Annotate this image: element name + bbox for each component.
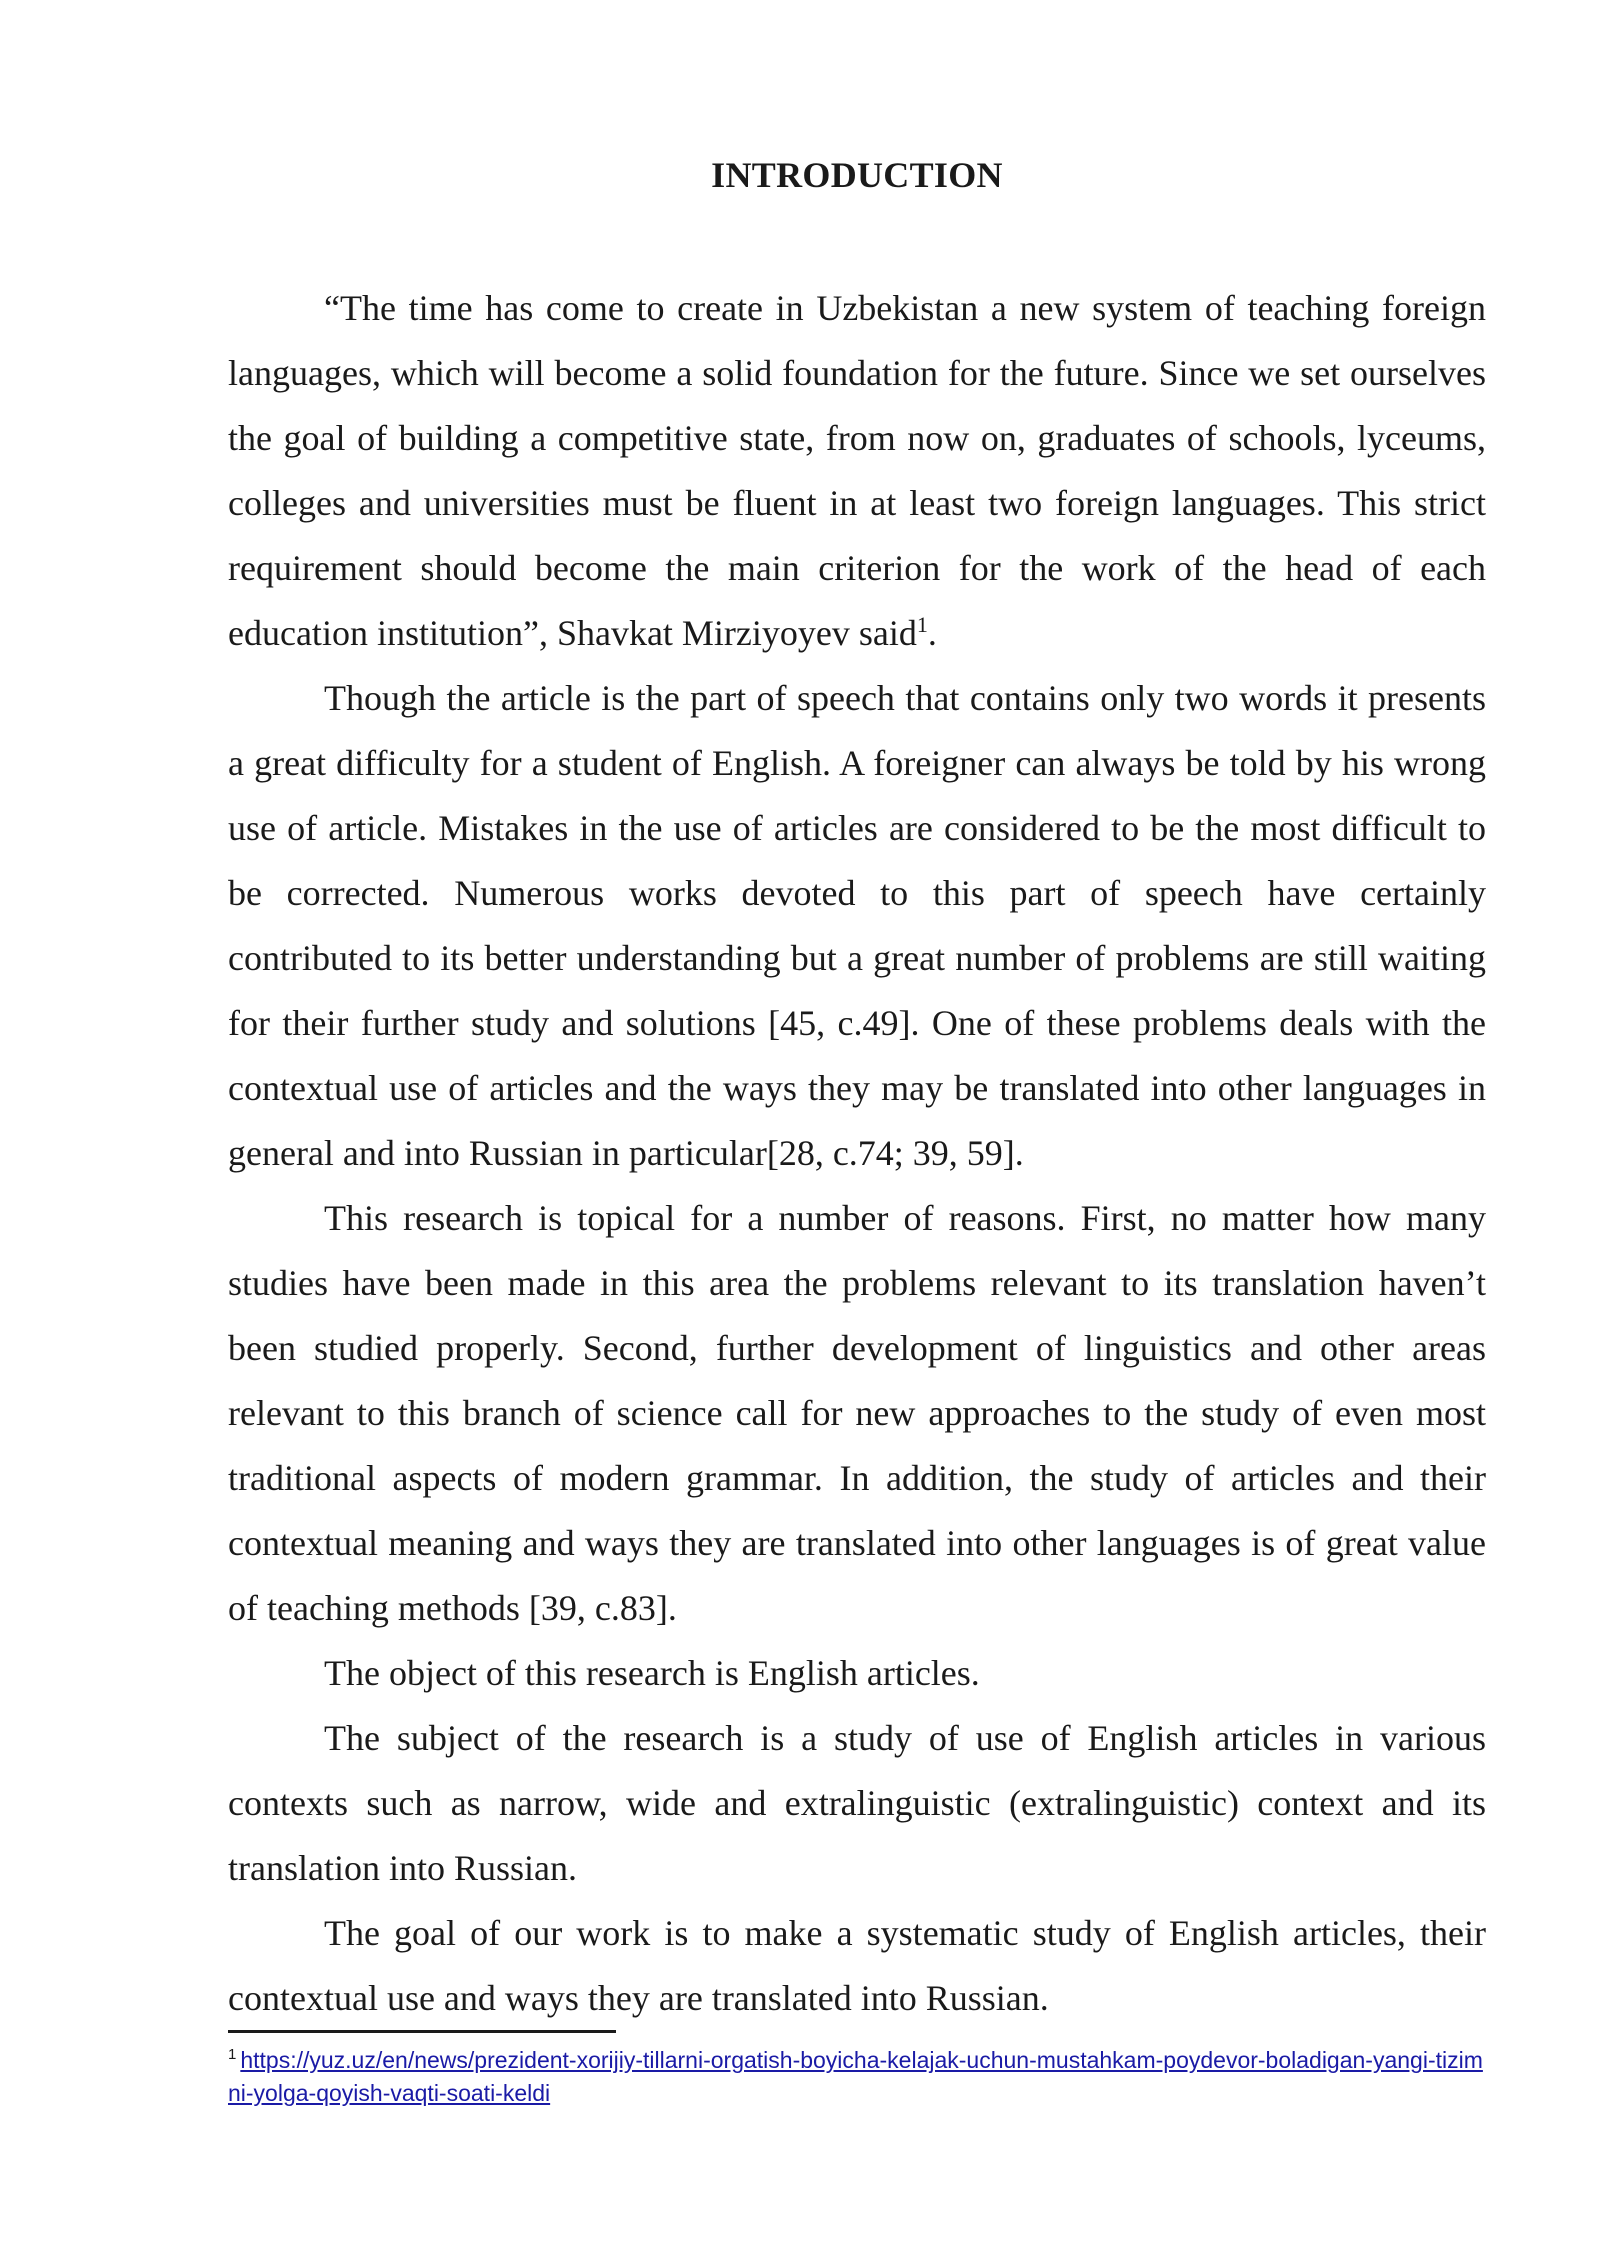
paragraph-topicality: This research is topical for a number of reasons. First, no matter how many studies have been made in this area the problems relevant to its translation haven’t been studied properly. Second, further development of linguistics and other areas relevant to this branch of science call for new approaches to the study of even most traditional aspects of modern grammar. In addition, the study of articles and their contextual meaning and ways they are translated into other languages is of great value of teaching methods [39, c.83]. (228, 1198, 1486, 1628)
footnote-separator (228, 2030, 616, 2033)
paragraph-subject: The subject of the research is a study of use of English articles in various contexts such as narrow, wide and extralinguistic (extralinguistic) context and its translation into Russian. (228, 1718, 1486, 1888)
footnote-number: 1 (228, 2046, 237, 2064)
page-title: INTRODUCTION (711, 155, 1003, 195)
paragraph-article-difficulty: Though the article is the part of speech that contains only two words it presents a great difficulty for a student of English. A foreigner can always be told by his wrong use of article. Mistakes in the use of articles are considered to be the most difficult to be corrected. Numerous works devoted to this part of speech have certainly contributed to its better understanding but a great number of problems are still waiting for their further study and solutions [45, c.49]. One of these problems deals with the contextual use of articles and the ways they may be translated into other languages in general and into Russian in particular[28, c.74; 39, 59]. (228, 678, 1486, 1173)
paragraph-quote (228, 276, 1486, 666)
paragraph-object: The object of this research is English articles. (324, 1653, 980, 1693)
footnote-reference[interactable]: 1 (916, 612, 928, 637)
paragraph-text: “The time has come to create in Uzbekistan a new system of teaching foreign languages, which will become a solid foundation for the future. Since we set ourselves the goal of building a competitive state, from now on, graduates of schools, lyceums, colleges and universities must be fluent in at least two foreign languages. This strict requirement should become the main criterion for the work of the head of each education institution”, Shavkat Mirziyoyev said (228, 288, 1486, 653)
paragraph-goal: The goal of our work is to make a systematic study of English articles, their contextual use and ways they are translated into Russian. (228, 1913, 1486, 2018)
footnote (228, 2044, 1486, 2110)
document-body (228, 276, 1486, 2031)
paragraph-end-punctuation: . (927, 613, 937, 653)
footnote-link[interactable]: https://yuz.uz/en/news/prezident-xorijiy-tillarni-orgatish-boyicha-kelajak-uchun-mustahkam-poydevor-boladigan-yangi-tizimni-yolga-qoyish-vaqti-soati-keldi (228, 2047, 1483, 2106)
